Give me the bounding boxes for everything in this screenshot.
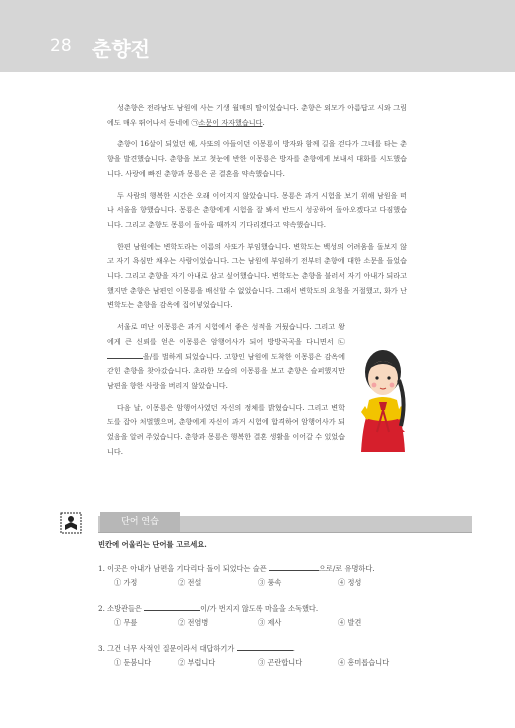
option: ① 둔붐니다 bbox=[114, 658, 152, 667]
option: ② 부럽니다 bbox=[178, 658, 216, 667]
story-paragraph-5: 서울로 떠난 이몽룡은 과거 시험에서 좋은 성적을 거뒀습니다. 그리고 왕에게 큰 신뢰를 얻은 이몽룡은 암행어사가 되어 방방곡곡을 다니면서 ㉡을/를 벌하게 되었습니다. 고향인 남원에 도착한 이몽룡은 감옥에 갇힌 춘향을 찾아갔습니다. 초라한 모습의 이몽룡을 보고 춘향은 슬퍼했지만 남편을 향한 사랑을 버리지 않았습니다. bbox=[107, 322, 345, 390]
page-header bbox=[0, 0, 515, 72]
question-3: 3. 그건 너무 사적인 질문이라서 대답하기가 . bbox=[98, 644, 295, 653]
girl-in-hanbok-illustration bbox=[347, 340, 419, 458]
question-1: 1. 이곳은 아내가 남편을 기다리다 돌이 되었다는 슬픈 으로/로 유명하다. bbox=[98, 564, 375, 573]
person-reading-book-icon bbox=[60, 512, 82, 534]
story-paragraph-6: 다음 날, 이몽룡은 암행어사였던 자신의 정체를 밝혔습니다. 그리고 변학도를 잡아 처벌했으며, 춘향에게 자신이 과거 시험에 합격하여 암행어사가 되었음을 알려 주었습니다. 춘향과 몽룡은 행복한 결혼 생활을 이어갈 수 있었습니다. bbox=[107, 402, 345, 456]
answer-blank bbox=[269, 562, 319, 571]
marker-b: ㉡ bbox=[337, 336, 345, 346]
question-2: 2. 소방관들은 이/가 번지지 않도록 마을을 소독했다. bbox=[98, 604, 319, 613]
option: ① 가정 bbox=[114, 578, 138, 587]
marker-a: ㉠ bbox=[191, 117, 199, 127]
story-paragraph-1: 성춘향은 전라남도 남원에 사는 기생 월매의 딸이었습니다. 춘향은 외모가 아름답고 시와 그림에도 매우 뛰어나서 동네에 ㉠소문이 자자했습니다. bbox=[107, 103, 407, 127]
answer-blank bbox=[144, 602, 200, 611]
page-number: 28 bbox=[50, 36, 72, 56]
story-paragraph-2: 춘향이 16살이 되었던 해, 사또의 아들이던 이몽룡이 방자와 함께 길을 걷다가 그네를 타는 춘향을 발견했습니다. 춘향을 보고 첫눈에 반한 이몽룡은 방자를 춘향에게 보내서 대화를 시도했습니다. 사랑에 빠진 춘향과 몽룡은 곧 결혼을 약속했습니다. bbox=[107, 139, 407, 178]
option: ③ 제사 bbox=[258, 618, 282, 627]
vocab-section-title: 단어 연습 bbox=[100, 512, 180, 532]
option: ① 무릎 bbox=[114, 618, 138, 627]
underlined-phrase: 소문이 자자했습니다 bbox=[198, 117, 263, 127]
option: ④ 발견 bbox=[338, 618, 362, 627]
story-paragraph-4: 한편 남원에는 변학도라는 이름의 사또가 부임했습니다. 변학도는 백성의 어려움을 돌보지 않고 자기 욕심만 채우는 사람이었습니다. 그는 남원에 부임하기 전부터 춘향에 대한 소문을 들었습니다. 그리고 춘향을 자기 아내로 삼고 싶어했습니다. 변학도는 춘향을 불러서 자기 아내가 되라고 했지만 춘향은 남편인 이몽룡을 배신할 수 없었습니다. 그래서 변학도의 요청을 거절했고, 화가 난 변학도는 춘향을 감옥에 집어넣었습니다. bbox=[107, 241, 407, 310]
vocab-instruction: 빈칸에 어울리는 단어를 고르세요. bbox=[98, 540, 207, 549]
option: ② 전염병 bbox=[178, 618, 209, 627]
page-title: 춘향전 bbox=[92, 37, 150, 61]
answer-blank bbox=[237, 642, 293, 651]
story-blank bbox=[107, 350, 143, 359]
divider bbox=[98, 532, 472, 533]
option: ③ 풍속 bbox=[258, 578, 282, 587]
option: ③ 곤란합니다 bbox=[258, 658, 303, 667]
option: ④ 정성 bbox=[338, 578, 362, 587]
option: ② 전설 bbox=[178, 578, 202, 587]
story-paragraph-3: 두 사람의 행복한 시간은 오래 이어지지 않았습니다. 몽룡은 과거 시험을 보기 위해 남원을 떠나 서울을 향했습니다. 몽룡은 춘향에게 시험을 잘 봐서 반드시 성공하여 돌아오겠다고 다짐했습니다. 그리고 춘향도 몽룡이 돌아올 때까지 기다리겠다고 약속했습니다. bbox=[107, 190, 407, 229]
option: ④ 흥미롭습니다 bbox=[338, 658, 390, 667]
